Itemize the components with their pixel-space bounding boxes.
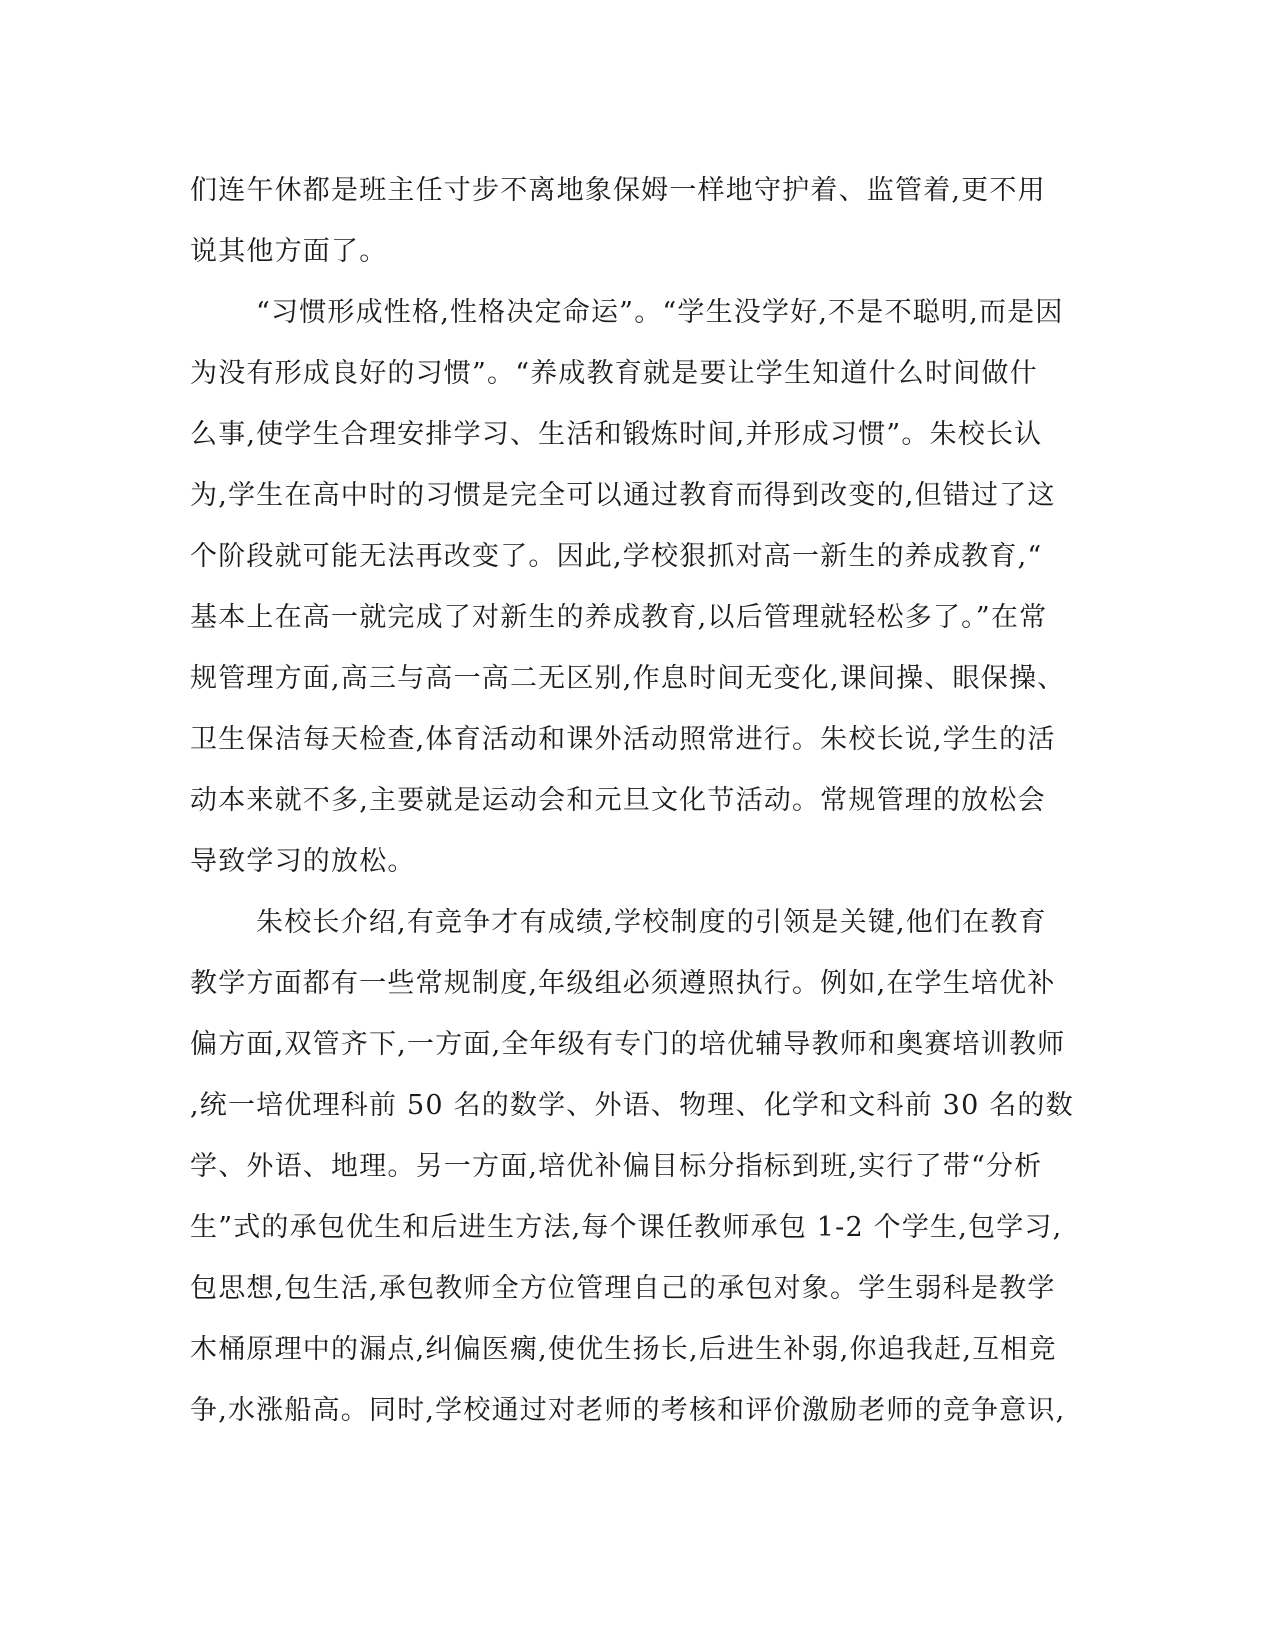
text-line: 包思想,包生活,承包教师全方位管理自己的承包对象。学生弱科是教学: [190, 1273, 1056, 1304]
text-line: 争,水涨船高。同时,学校通过对老师的考核和评价激励老师的竞争意识,: [190, 1395, 1066, 1426]
text-line: 个阶段就可能无法再改变了。因此,学校狠抓对高一新生的养成教育,“: [190, 541, 1043, 572]
text-line: 为没有形成良好的习惯”。“养成教育就是要让学生知道什么时间做什: [190, 358, 1038, 389]
text-line: 们连午休都是班主任寸步不离地象保姆一样地守护着、监管着,更不用: [190, 175, 1046, 206]
paragraph-start-line: “习惯形成性格,性格决定命运”。“学生没学好,不是不聪明,而是因: [256, 297, 1064, 328]
body-text: [190, 160, 1080, 1441]
text-line: 基本上在高一就完成了对新生的养成教育,以后管理就轻松多了。”在常: [190, 602, 1048, 633]
text-line: 么事,使学生合理安排学习、生活和锻炼时间,并形成习惯”。朱校长认: [190, 419, 1043, 450]
text-line: 学、外语、地理。另一方面,培优补偏目标分指标到班,实行了带“分析: [190, 1151, 1043, 1182]
paragraph-start-line: 朱校长介绍,有竞争才有成绩,学校制度的引领是关键,他们在教育: [256, 907, 1047, 938]
text-line: 卫生保洁每天检查,体育活动和课外活动照常进行。朱校长说,学生的活: [190, 724, 1056, 755]
text-line: 偏方面,双管齐下,一方面,全年级有专门的培优辅导教师和奥赛培训教师: [190, 1029, 1066, 1060]
text-line: 为,学生在高中时的习惯是完全可以通过教育而得到改变的,但错过了这: [190, 480, 1056, 511]
text-line: 教学方面都有一些常规制度,年级组必须遵照执行。例如,在学生培优补: [190, 968, 1056, 999]
text-line: 木桶原理中的漏点,纠偏医瘸,使优生扬长,后进生补弱,你追我赶,互相竞: [190, 1334, 1057, 1365]
text-line: 说其他方面了。: [190, 236, 388, 267]
text-line: 生”式的承包优生和后进生方法,每个课任教师承包 1-2 个学生,包学习,: [190, 1212, 1063, 1243]
text-line: 导致学习的放松。: [190, 846, 416, 877]
text-line: 动本来就不多,主要就是运动会和元旦文化节活动。常规管理的放松会: [190, 785, 1046, 816]
text-line: 规管理方面,高三与高一高二无区别,作息时间无变化,课间操、眼保操、: [190, 663, 1066, 694]
text-line: ,统一培优理科前 50 名的数学、外语、物理、化学和文科前 30 名的数: [190, 1090, 1074, 1121]
